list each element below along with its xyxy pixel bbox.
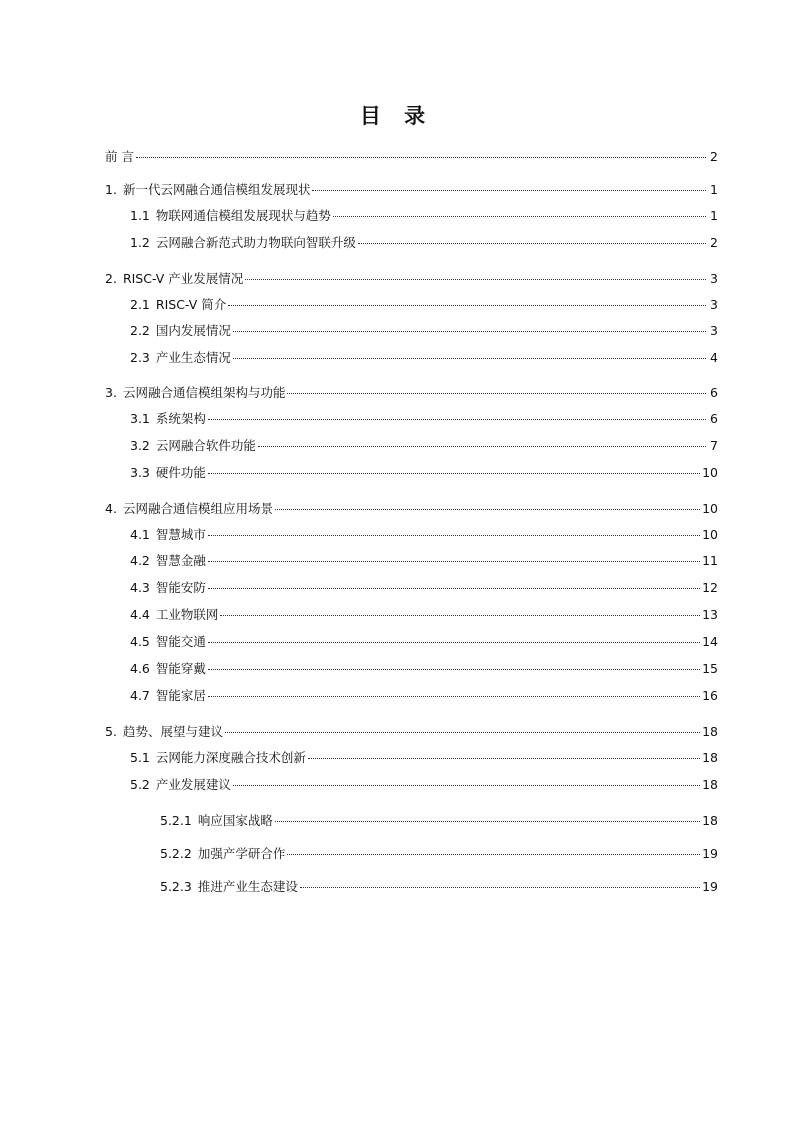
toc-entry[interactable]: [105, 500, 718, 518]
toc-entry-text: 智能交通: [155, 634, 206, 649]
toc-entry-label: [160, 878, 298, 896]
toc-leader-dots: [228, 305, 706, 306]
toc-leader-dots: [208, 696, 700, 697]
toc-entry-label: [130, 526, 206, 544]
toc-entry[interactable]: [130, 234, 718, 252]
toc-entry[interactable]: [130, 322, 718, 340]
toc-page-number: 6: [710, 411, 718, 426]
toc-entry-label: [130, 552, 206, 570]
toc-entry-label: [105, 181, 310, 199]
toc-entry-number: 4.: [105, 501, 117, 516]
toc-page-number: 3: [710, 323, 718, 338]
toc-leader-dots: [225, 732, 700, 733]
toc-leader-dots: [208, 588, 700, 589]
toc-leader-dots: [208, 642, 700, 643]
toc-entry[interactable]: [105, 148, 718, 166]
toc-entry-label: [105, 384, 285, 402]
toc-entry-text: 推进产业生态建设: [197, 879, 298, 894]
toc-leader-dots: [233, 331, 706, 332]
toc-entry-number: 4.5: [130, 634, 150, 649]
toc-page-number: 12: [702, 580, 718, 595]
toc-entry-number: 2.2: [130, 323, 150, 338]
toc-page-number: 18: [702, 750, 718, 765]
toc-entry-number: 4.3: [130, 580, 150, 595]
toc-leader-dots: [233, 358, 706, 359]
toc-page-number: 10: [702, 501, 718, 516]
toc-entry-number: 4.2: [130, 553, 150, 568]
toc-entry[interactable]: [105, 270, 718, 288]
toc-entry-number: 3.: [105, 385, 117, 400]
toc-entry-text: 趋势、展望与建议: [122, 724, 223, 739]
toc-entry[interactable]: [130, 464, 718, 482]
toc-entry-text: 产业发展建议: [155, 777, 231, 792]
toc-leader-dots: [245, 279, 706, 280]
toc-entry-label: [130, 749, 306, 767]
toc-entry-text: 云网融合通信模组应用场景: [122, 501, 273, 516]
toc-entry-number: 4.6: [130, 661, 150, 676]
toc-entry-number: 4.7: [130, 688, 150, 703]
toc-leader-dots: [300, 887, 700, 888]
toc-entry-label: [130, 349, 231, 367]
toc-entry[interactable]: [130, 579, 718, 597]
toc-page-number: 11: [702, 553, 718, 568]
toc-entry-text: 智能穿戴: [155, 661, 206, 676]
toc-entry[interactable]: [130, 660, 718, 678]
toc-entry[interactable]: [130, 207, 718, 225]
toc-entry-text: 物联网通信模组发展现状与趋势: [155, 208, 331, 223]
toc-entry-label: [130, 296, 226, 314]
toc-entry-text: 国内发展情况: [155, 323, 231, 338]
toc-entry[interactable]: [130, 687, 718, 705]
toc-entry-text: 云网融合通信模组架构与功能: [122, 385, 286, 400]
toc-entry-number: 4.4: [130, 607, 150, 622]
toc-entry[interactable]: [160, 845, 718, 863]
toc-leader-dots: [287, 854, 700, 855]
toc-leader-dots: [308, 758, 700, 759]
toc-entry-number: 2.3: [130, 350, 150, 365]
toc-entry-label: [130, 579, 206, 597]
toc-page-number: 19: [702, 879, 718, 894]
toc-entry[interactable]: [130, 296, 718, 314]
toc-entry-label: [130, 606, 218, 624]
toc-entry[interactable]: [105, 723, 718, 741]
toc-leader-dots: [208, 473, 700, 474]
toc-entry[interactable]: [160, 878, 718, 896]
toc-entry-text: RISC-V 产业发展情况: [122, 271, 244, 286]
toc-entry-text: 云网能力深度融合技术创新: [155, 750, 306, 765]
toc-title: 目 录: [359, 104, 434, 128]
toc-page-number: 18: [702, 813, 718, 828]
toc-entry-label: [130, 437, 256, 455]
toc-entry-text: 智能安防: [155, 580, 206, 595]
toc-page-number: 10: [702, 465, 718, 480]
toc-entry-label: [130, 322, 231, 340]
toc-entry-label: [130, 776, 231, 794]
toc-entry-number: 3.1: [130, 411, 150, 426]
toc-page-number: 18: [702, 724, 718, 739]
toc-page-number: 6: [710, 385, 718, 400]
toc-entry-text: 系统架构: [155, 411, 206, 426]
toc-entry-label: [130, 207, 331, 225]
toc-leader-dots: [208, 535, 700, 536]
toc-entry[interactable]: [130, 526, 718, 544]
toc-entry-number: 5.1: [130, 750, 150, 765]
toc-entry[interactable]: [130, 437, 718, 455]
toc-entry-text: 智慧城市: [155, 527, 206, 542]
toc-entry-label: [130, 410, 206, 428]
toc-entry[interactable]: [130, 410, 718, 428]
toc-entry-label: [160, 812, 273, 830]
toc-entry-text: 工业物联网: [155, 607, 219, 622]
toc-entry-label: [105, 723, 223, 741]
toc-leader-dots: [358, 243, 706, 244]
toc-entry-number: 5.: [105, 724, 117, 739]
toc-entry[interactable]: [105, 181, 718, 199]
toc-entry-label: [130, 234, 356, 252]
toc-entry-text: 前 言: [105, 149, 134, 164]
toc-leader-dots: [312, 190, 706, 191]
toc-entry-label: [105, 270, 243, 288]
toc-entry-text: 产业生态情况: [155, 350, 231, 365]
toc-leader-dots: [258, 446, 706, 447]
toc-entry-text: 响应国家战略: [197, 813, 273, 828]
toc-entry-number: 2.: [105, 271, 117, 286]
toc-page-number: 13: [702, 607, 718, 622]
toc-page-number: 2: [710, 235, 718, 250]
toc-page-number: 19: [702, 846, 718, 861]
toc-entry-text: 加强产学研合作: [197, 846, 286, 861]
toc-entry-text: 智能家居: [155, 688, 206, 703]
toc-entry[interactable]: [130, 633, 718, 651]
toc-page-number: 1: [710, 208, 718, 223]
toc-entry-text: 云网融合新范式助力物联向智联升级: [155, 235, 356, 250]
toc-page-number: 4: [710, 350, 718, 365]
toc-entry-number: 2.1: [130, 297, 150, 312]
toc-leader-dots: [233, 785, 700, 786]
toc-leader-dots: [220, 615, 700, 616]
toc-entry-number: 3.2: [130, 438, 150, 453]
toc-entry-number: 3.3: [130, 465, 150, 480]
toc-entry-label: [130, 660, 206, 678]
toc-entry-label: [130, 687, 206, 705]
toc-entry-number: 5.2.1: [160, 813, 192, 828]
toc-entry-label: [105, 148, 134, 166]
toc-entry-number: 4.1: [130, 527, 150, 542]
toc-leader-dots: [275, 821, 700, 822]
toc-page-number: 3: [710, 297, 718, 312]
toc-entry[interactable]: [160, 812, 718, 830]
toc-entry-text: 智慧金融: [155, 553, 206, 568]
toc-page-number: 10: [702, 527, 718, 542]
toc-leader-dots: [136, 157, 706, 158]
toc-page-number: 7: [710, 438, 718, 453]
toc-entry-number: 1.2: [130, 235, 150, 250]
toc-entry-label: [130, 464, 206, 482]
toc-entry-text: 云网融合软件功能: [155, 438, 256, 453]
toc-entry-number: 5.2: [130, 777, 150, 792]
toc-entry[interactable]: [105, 384, 718, 402]
toc-leader-dots: [208, 561, 700, 562]
toc-page-number: 2: [710, 149, 718, 164]
toc-entry[interactable]: [130, 606, 718, 624]
toc-entry-number: 1.: [105, 182, 117, 197]
toc-leader-dots: [287, 393, 706, 394]
toc-entry-text: 硬件功能: [155, 465, 206, 480]
toc-leader-dots: [275, 509, 700, 510]
toc-page-number: 16: [702, 688, 718, 703]
toc-page-number: 14: [702, 634, 718, 649]
toc-entry-number: 5.2.2: [160, 846, 192, 861]
toc-entry[interactable]: [130, 776, 718, 794]
toc-entry-text: 新一代云网融合通信模组发展现状: [122, 182, 311, 197]
toc-entry[interactable]: [130, 749, 718, 767]
toc-entry-label: [105, 500, 273, 518]
toc-entry-number: 1.1: [130, 208, 150, 223]
toc-leader-dots: [208, 419, 706, 420]
toc-leader-dots: [208, 669, 700, 670]
toc-entry-text: RISC-V 简介: [155, 297, 227, 312]
toc-entry[interactable]: [130, 349, 718, 367]
toc-leader-dots: [333, 216, 706, 217]
toc-page-number: 3: [710, 271, 718, 286]
toc-page-number: 1: [710, 182, 718, 197]
toc-entry-label: [130, 633, 206, 651]
toc-entry-label: [160, 845, 285, 863]
toc-entry-number: 5.2.3: [160, 879, 192, 894]
toc-page-number: 15: [702, 661, 718, 676]
toc-entry[interactable]: [130, 552, 718, 570]
toc-page-number: 18: [702, 777, 718, 792]
